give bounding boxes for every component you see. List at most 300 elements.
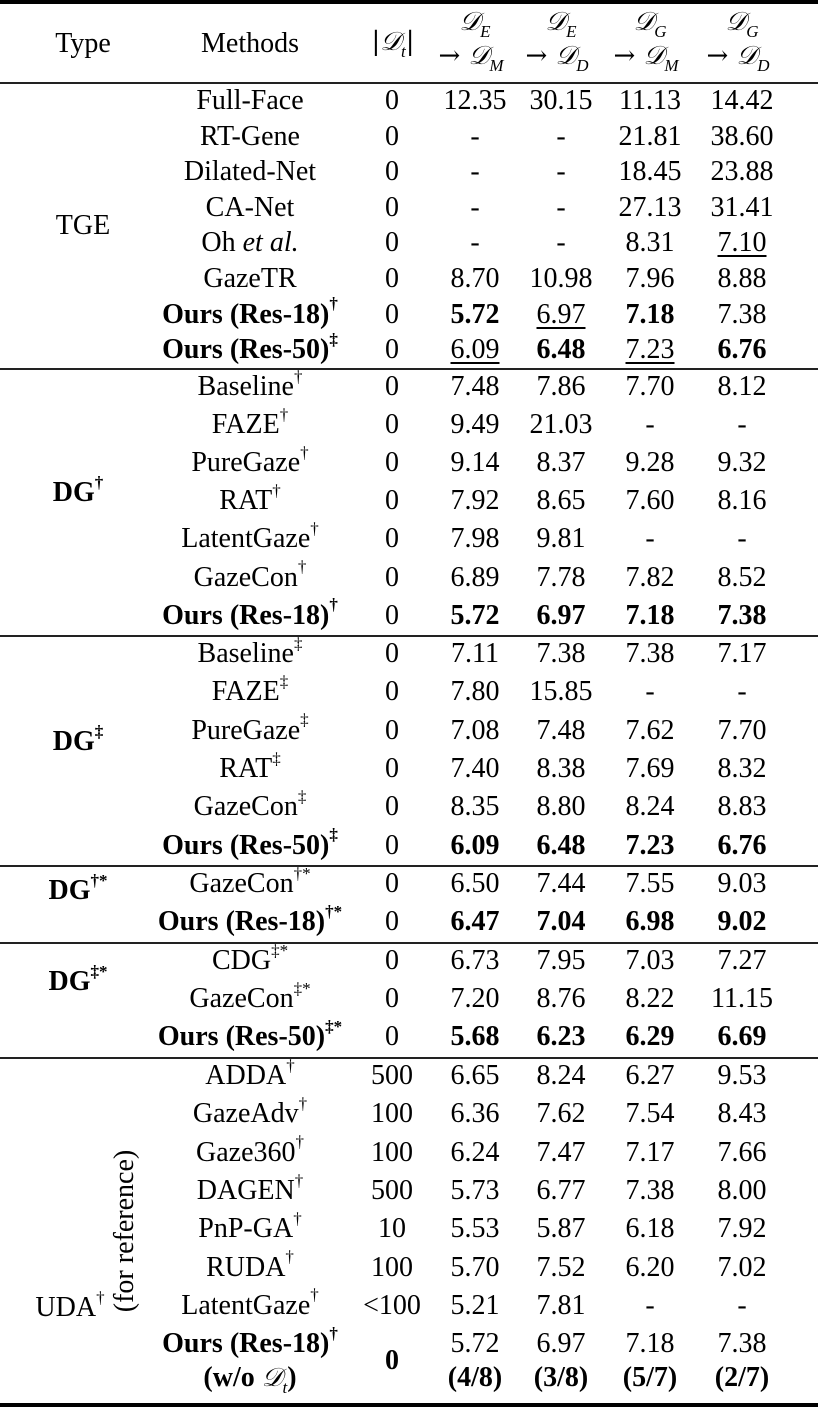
target-samples-cell: 0 [385, 868, 399, 899]
method-cell [219, 748, 281, 786]
value-cell: 7.23 [625, 334, 675, 366]
value-cell: 7.38 [625, 638, 675, 669]
value-cell: 7.38 [717, 1328, 767, 1360]
value-cell: 7.38 [717, 298, 767, 330]
value-cell: 7.18 [625, 298, 675, 330]
value-cell: - [556, 191, 566, 223]
value-cell: 9.02 [717, 906, 767, 938]
value-cell: 9.14 [450, 447, 500, 479]
method-name: Baseline [197, 371, 294, 402]
value-cell: 6.89 [450, 561, 500, 593]
value-cell: 6.29 [625, 1021, 675, 1053]
value-cell: 8.70 [450, 263, 500, 294]
value-cell: - [737, 1289, 747, 1321]
method-marker: ‡ [272, 748, 281, 768]
value-cell: 9.32 [717, 447, 767, 479]
bottom-rule [0, 1403, 818, 1407]
value-cell: 8.00 [717, 1174, 767, 1206]
value-cell: 7.38 [717, 599, 767, 631]
value-cell: 7.95 [536, 945, 586, 976]
value-cell: 6.69 [717, 1021, 767, 1053]
value-cell: 9.53 [717, 1060, 767, 1091]
value-cell: 7.80 [450, 676, 500, 708]
value-cell: 7.55 [625, 868, 675, 899]
method-marker: ‡* [293, 978, 311, 998]
value-cell: 8.43 [717, 1098, 767, 1130]
value-cell: 7.04 [536, 906, 586, 938]
group-label-text: DG [52, 725, 95, 757]
method-cell [181, 519, 319, 556]
value-cell: 6.47 [450, 906, 500, 938]
value-cell: - [737, 523, 747, 555]
value-cell: 8.16 [717, 485, 767, 517]
target-samples-cell: 0 [385, 485, 399, 517]
rank-cell: (4/8) [447, 1362, 503, 1394]
method-cell [205, 1055, 295, 1093]
value-cell: 7.86 [536, 371, 586, 402]
method-name: Oh [201, 227, 236, 259]
method-marker: † [285, 1247, 294, 1267]
value-cell: 5.87 [536, 1213, 586, 1245]
value-cell: - [556, 227, 566, 259]
value-cell: 7.40 [450, 752, 500, 784]
method-name: RAT [219, 485, 273, 517]
value-cell: 27.13 [618, 191, 682, 223]
target-samples-cell: 500 [371, 1174, 413, 1206]
group-label-marker: ‡* [90, 961, 108, 981]
method-cell [206, 1247, 294, 1285]
section-rule [0, 635, 818, 637]
method-marker: † [279, 404, 289, 424]
method-cell [181, 1285, 319, 1323]
value-cell: 7.23 [625, 829, 675, 861]
target-domain-sub: D [576, 56, 589, 75]
group-label-marker: † [94, 473, 104, 493]
rank-cell: (2/7) [714, 1362, 770, 1394]
header-type: Type [55, 28, 111, 59]
value-cell: - [470, 227, 480, 259]
method-cell [206, 191, 295, 225]
value-cell: 7.38 [536, 638, 586, 669]
value-cell: 7.03 [625, 945, 675, 976]
target-samples-cell: 0 [385, 263, 399, 294]
method-marker: † [294, 1170, 304, 1190]
value-cell: 11.13 [619, 85, 681, 116]
target-samples-cell: 0 [385, 752, 399, 784]
value-cell: 7.27 [717, 945, 767, 976]
method-marker: † [293, 1208, 302, 1228]
method-marker: † [297, 557, 307, 577]
value-cell: 7.82 [625, 561, 675, 593]
method-name: FAZE [211, 409, 280, 441]
group-label-marker: ‡ [94, 721, 104, 741]
method-name: RUDA [206, 1251, 286, 1283]
method-cell [196, 84, 303, 118]
target-samples-cell: 0 [385, 714, 399, 746]
method-marker: ‡ [279, 671, 289, 691]
value-cell: 5.72 [450, 1328, 500, 1360]
value-cell: - [556, 156, 566, 188]
method-cell [193, 786, 307, 824]
method-cell [197, 633, 303, 671]
target-domain-sub: D [757, 56, 770, 75]
target-samples-cell: 100 [371, 1098, 413, 1130]
value-cell: 5.68 [450, 1021, 500, 1053]
header-column-target [613, 40, 679, 75]
method-cell-note [203, 1361, 296, 1398]
method-cell [162, 595, 338, 633]
group-label-text: DG [48, 875, 91, 906]
group-label-text: TGE [55, 210, 111, 242]
value-cell: 6.09 [450, 829, 500, 861]
value-cell: - [737, 409, 747, 441]
value-cell: 6.09 [450, 334, 500, 366]
target-domain: → 𝒟 [613, 41, 665, 71]
target-domain: → 𝒟 [438, 41, 490, 71]
method-marker: † [329, 1323, 338, 1343]
method-name: Gaze360 [195, 1136, 296, 1168]
value-cell: - [645, 1289, 655, 1321]
method-marker: † [329, 294, 338, 314]
value-cell: 8.88 [717, 263, 767, 294]
method-name: Full-Face [196, 85, 304, 116]
value-cell: 7.60 [625, 485, 675, 517]
value-cell: 5.72 [450, 599, 500, 631]
value-cell: 7.08 [450, 714, 500, 746]
value-cell: 6.18 [625, 1213, 675, 1245]
value-cell: 7.18 [625, 599, 675, 631]
value-cell: - [470, 156, 480, 188]
target-samples-cell: 100 [371, 1136, 413, 1168]
method-note-sub: t [282, 1378, 288, 1398]
value-cell: - [470, 191, 480, 223]
value-cell: 8.80 [536, 791, 586, 823]
value-cell: 6.50 [450, 868, 500, 899]
value-cell: 7.44 [536, 868, 586, 899]
method-cell [197, 366, 303, 404]
header-column-source [633, 6, 667, 41]
method-note-suffix: ) [287, 1362, 297, 1394]
value-cell: - [737, 676, 747, 708]
header-dt-open: |𝒟 [371, 27, 402, 57]
method-name: RAT [219, 752, 273, 784]
header-dt-sub: t [401, 42, 406, 61]
target-samples-cell: 500 [371, 1060, 413, 1091]
target-samples-cell: 0 [385, 334, 399, 366]
value-cell: 7.10 [717, 227, 767, 259]
value-cell: 7.52 [536, 1251, 586, 1283]
method-marker: ‡* [271, 940, 289, 960]
value-cell: 7.48 [450, 371, 500, 402]
method-name: RT-Gene [200, 120, 300, 152]
method-name: Ours (Res-50) [162, 829, 330, 861]
method-cell [198, 1208, 302, 1246]
section-rule [0, 865, 818, 867]
method-cell [211, 940, 289, 978]
for-reference-note: (for reference) [109, 1149, 140, 1313]
method-cell [219, 480, 281, 518]
value-cell: 7.17 [625, 1136, 675, 1168]
target-samples-cell: 0 [385, 599, 399, 631]
method-cell [191, 442, 309, 480]
top-rule [0, 0, 818, 4]
method-marker: † [310, 1285, 319, 1305]
method-cell [184, 155, 316, 189]
target-samples-cell: <100 [363, 1289, 421, 1321]
method-name: LatentGaze [181, 1289, 311, 1321]
method-cell [189, 978, 311, 1016]
source-domain-sub: G [746, 22, 759, 41]
target-samples-cell: 0 [385, 1345, 399, 1377]
value-cell: 7.38 [625, 1174, 675, 1206]
header-target-samples [371, 26, 415, 61]
method-marker: ‡ [300, 710, 309, 730]
target-samples-cell: 0 [385, 791, 399, 823]
method-marker: ‡ [329, 825, 338, 845]
value-cell: 7.20 [450, 983, 500, 1015]
method-cell [195, 1132, 305, 1170]
method-cell [211, 671, 289, 709]
group-label [48, 870, 108, 907]
value-cell: 8.38 [536, 752, 586, 784]
method-marker: ‡ [329, 329, 338, 349]
value-cell: 7.17 [717, 638, 767, 669]
target-samples-cell: 0 [385, 120, 399, 152]
header-column-target [525, 40, 589, 75]
target-samples-cell: 100 [371, 1251, 413, 1283]
method-name: Ours (Res-18) [162, 1328, 330, 1360]
value-cell: - [645, 523, 655, 555]
group-label [56, 210, 110, 242]
header-column-source [725, 6, 759, 41]
value-cell: 6.97 [536, 599, 586, 631]
value-cell: 7.18 [625, 1328, 675, 1360]
target-samples-cell: 0 [385, 676, 399, 708]
method-name: GazeAdv [192, 1098, 299, 1130]
source-domain-sub: E [566, 22, 577, 41]
value-cell: 8.35 [450, 791, 500, 823]
group-label-marker: † [96, 1287, 105, 1307]
value-cell: 7.11 [451, 638, 499, 669]
method-cell [191, 710, 309, 748]
value-cell: 8.76 [536, 983, 586, 1015]
group-label-text: DG [48, 966, 91, 997]
method-name: Ours (Res-50) [157, 1021, 326, 1053]
value-cell: 7.92 [717, 1213, 767, 1245]
method-marker: ‡ [297, 786, 307, 806]
value-cell: 21.03 [529, 409, 593, 441]
section-rule [0, 368, 818, 370]
target-samples-cell: 0 [385, 906, 399, 938]
group-label [35, 1287, 105, 1324]
header-column-source [545, 6, 577, 41]
header-column-target [438, 40, 504, 75]
value-cell: 6.48 [536, 829, 586, 861]
target-samples-cell: 0 [385, 156, 399, 188]
method-name: GazeTR [203, 263, 297, 294]
method-marker: † [298, 1093, 308, 1113]
source-domain: 𝒟 [459, 7, 481, 37]
value-cell: 6.76 [717, 334, 767, 366]
method-name: PnP-GA [198, 1213, 294, 1245]
method-name: GazeCon [193, 561, 298, 593]
value-cell: 9.03 [717, 868, 767, 899]
target-samples-cell: 0 [385, 1021, 399, 1053]
header-methods: Methods [201, 28, 299, 59]
value-cell: 5.70 [450, 1251, 500, 1283]
method-name: Ours (Res-18) [162, 599, 330, 631]
method-marker: † [272, 480, 281, 500]
target-samples-cell: 0 [385, 371, 399, 402]
value-cell: 6.77 [536, 1174, 586, 1206]
method-cell [211, 404, 289, 442]
value-cell: 7.62 [625, 714, 675, 746]
method-marker: † [310, 519, 319, 539]
value-cell: 8.31 [625, 227, 675, 259]
target-domain: → 𝒟 [525, 41, 577, 71]
value-cell: 31.41 [710, 191, 774, 223]
value-cell: 6.97 [536, 298, 586, 330]
method-cell [200, 120, 300, 154]
header-column-source [459, 6, 491, 41]
target-samples-cell: 0 [385, 227, 399, 259]
value-cell: 6.36 [450, 1098, 500, 1130]
rank-cell: (3/8) [533, 1362, 589, 1394]
value-cell: 5.21 [450, 1289, 500, 1321]
target-domain-sub: M [664, 56, 679, 75]
value-cell: 6.20 [625, 1251, 675, 1283]
value-cell: 8.12 [717, 371, 767, 402]
group-label-text: DG [52, 477, 95, 509]
value-cell: 6.27 [625, 1060, 675, 1091]
method-marker: † [293, 366, 303, 386]
target-domain-sub: M [489, 56, 504, 75]
value-cell: 6.65 [450, 1060, 500, 1091]
value-cell: 12.35 [443, 85, 507, 116]
header-rule [0, 82, 818, 84]
value-cell: 8.32 [717, 752, 767, 784]
method-cell [203, 262, 296, 296]
value-cell: 7.47 [536, 1136, 586, 1168]
value-cell: 8.24 [625, 791, 675, 823]
method-cell [192, 1093, 308, 1131]
target-samples-cell: 0 [385, 561, 399, 593]
group-label [48, 961, 108, 998]
value-cell: 38.60 [710, 120, 774, 152]
header-column-target [706, 40, 770, 75]
target-samples-cell: 0 [385, 523, 399, 555]
method-marker: † [286, 1055, 295, 1075]
value-cell: 5.72 [450, 298, 500, 330]
method-marker: ‡ [293, 633, 303, 653]
value-cell: - [645, 409, 655, 441]
method-name: Ours (Res-18) [157, 906, 326, 938]
source-domain-sub: E [480, 22, 491, 41]
value-cell: 8.83 [717, 791, 767, 823]
group-label-text: UDA [35, 1292, 97, 1323]
method-name: ADDA [205, 1060, 287, 1091]
method-cell [162, 825, 338, 863]
value-cell: 10.98 [529, 263, 593, 294]
group-label-marker: †* [90, 870, 108, 890]
value-cell: 6.73 [450, 945, 500, 976]
group-label [52, 473, 104, 509]
section-rule [0, 942, 818, 944]
method-cell [162, 294, 338, 332]
value-cell: - [556, 120, 566, 152]
value-cell: 9.28 [625, 447, 675, 479]
method-name-italic: et al. [242, 227, 299, 259]
method-note-math: 𝒟 [261, 1363, 283, 1394]
method-name: DAGEN [196, 1174, 295, 1206]
value-cell: 7.81 [536, 1289, 586, 1321]
value-cell: 7.02 [717, 1251, 767, 1283]
value-cell: 7.70 [717, 714, 767, 746]
method-cell [162, 329, 338, 367]
method-name: CA-Net [205, 191, 295, 223]
value-cell: 6.97 [536, 1328, 586, 1360]
group-label [52, 721, 104, 758]
value-cell: 7.48 [536, 714, 586, 746]
value-cell: 21.81 [618, 120, 682, 152]
value-cell: 8.24 [536, 1060, 586, 1091]
value-cell: 6.23 [536, 1021, 586, 1053]
method-marker: † [295, 1132, 305, 1152]
header-dt-close: | [405, 27, 415, 57]
rank-cell: (5/7) [622, 1362, 678, 1394]
target-samples-cell: 0 [385, 409, 399, 441]
value-cell: 6.98 [625, 906, 675, 938]
method-cell [201, 226, 298, 260]
value-cell: 8.65 [536, 485, 586, 517]
method-cell [196, 1170, 304, 1208]
value-cell: 5.73 [450, 1174, 500, 1206]
value-cell: 6.48 [536, 334, 586, 366]
value-cell: 7.92 [450, 485, 500, 517]
method-name: GazeCon [189, 983, 294, 1015]
target-samples-cell: 0 [385, 829, 399, 861]
method-name: Dilated-Net [183, 156, 317, 188]
value-cell: 14.42 [710, 85, 774, 116]
value-cell: - [470, 120, 480, 152]
method-marker: ‡* [325, 1017, 343, 1037]
method-name: GazeCon [193, 791, 298, 823]
value-cell: 7.62 [536, 1098, 586, 1130]
value-cell: 9.49 [450, 409, 500, 441]
method-name: PureGaze [191, 447, 301, 479]
value-cell: 15.85 [529, 676, 593, 708]
source-domain: 𝒟 [633, 7, 655, 37]
method-marker: †* [325, 901, 343, 921]
value-cell: - [645, 676, 655, 708]
value-cell: 8.52 [717, 561, 767, 593]
method-name: Baseline [197, 638, 294, 669]
source-domain: 𝒟 [725, 7, 747, 37]
value-cell: 7.69 [625, 752, 675, 784]
method-marker: † [329, 595, 338, 615]
method-marker: † [300, 442, 309, 462]
value-cell: 5.53 [450, 1213, 500, 1245]
method-cell [162, 1323, 338, 1361]
value-cell: 8.37 [536, 447, 586, 479]
method-cell [157, 1017, 343, 1054]
value-cell: 7.98 [450, 523, 500, 555]
value-cell: 6.76 [717, 829, 767, 861]
value-cell: 7.54 [625, 1098, 675, 1130]
value-cell: 30.15 [529, 85, 593, 116]
value-cell: 7.78 [536, 561, 586, 593]
method-name: CDG [211, 945, 272, 976]
